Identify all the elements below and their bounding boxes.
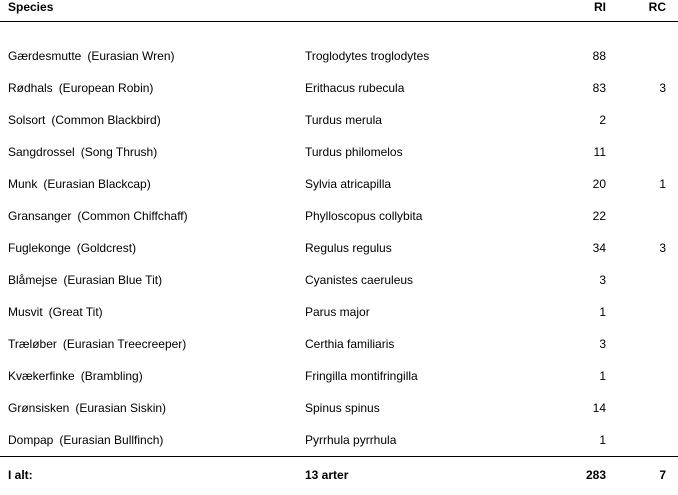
english-name: (Common Chiffchaff) xyxy=(77,209,188,223)
rc-value xyxy=(618,264,678,296)
danish-name: Musvit xyxy=(8,305,43,319)
table-row xyxy=(0,360,678,392)
latin-name: Sylvia atricapilla xyxy=(305,177,392,191)
ri-value: 1 xyxy=(599,433,606,447)
species-name-danish-cell xyxy=(0,328,305,360)
table-row xyxy=(0,168,678,200)
danish-name: Munk xyxy=(8,177,38,191)
table-row xyxy=(0,72,678,104)
rc-value xyxy=(618,328,678,360)
english-name: (Eurasian Treecreeper) xyxy=(62,337,187,351)
english-name: (Song Thrush) xyxy=(80,145,158,159)
total-species-count: 13 arter xyxy=(305,468,349,482)
column-header-latin xyxy=(305,0,550,20)
english-name: (Eurasian Bullfinch) xyxy=(59,433,164,447)
species-name-danish-cell xyxy=(0,200,305,232)
danish-name: Dompap xyxy=(8,433,54,447)
latin-name: Spinus spinus xyxy=(305,401,380,415)
latin-name: Phylloscopus collybita xyxy=(305,209,423,223)
latin-name: Pyrrhula pyrrhula xyxy=(305,433,397,447)
danish-name: Sangdrossel xyxy=(8,145,75,159)
danish-name: Solsort xyxy=(8,113,46,127)
latin-name: Regulus regulus xyxy=(305,241,392,255)
danish-name: Træløber xyxy=(8,337,57,351)
english-name: (Common Blackbird) xyxy=(51,113,161,127)
english-name: (Eurasian Wren) xyxy=(87,49,175,63)
species-name-danish-cell xyxy=(0,72,305,104)
table-row xyxy=(0,296,678,328)
latin-name: Erithacus rubecula xyxy=(305,81,405,95)
table-row xyxy=(0,104,678,136)
ri-value: 1 xyxy=(599,369,606,383)
table-row xyxy=(0,200,678,232)
table-row xyxy=(0,136,678,168)
danish-name: Gærdesmutte xyxy=(8,49,82,63)
table-footer xyxy=(0,457,678,483)
species-name-danish-cell xyxy=(0,136,305,168)
rc-value xyxy=(618,360,678,392)
header-spacer xyxy=(0,22,678,41)
table-row xyxy=(0,40,678,72)
species-name-danish-cell xyxy=(0,104,305,136)
ri-value: 11 xyxy=(593,145,606,159)
latin-name: Cyanistes caeruleus xyxy=(305,273,414,287)
danish-name: Gransanger xyxy=(8,209,72,223)
species-name-danish-cell xyxy=(0,264,305,296)
total-label: I alt: xyxy=(8,468,33,482)
species-name-danish-cell xyxy=(0,296,305,328)
latin-name: Fringilla montifringilla xyxy=(305,369,418,383)
table-row xyxy=(0,264,678,296)
ri-value: 34 xyxy=(592,241,606,255)
species-name-danish-cell xyxy=(0,424,305,457)
total-row xyxy=(0,458,678,482)
latin-name: Turdus merula xyxy=(305,113,382,127)
danish-name: Rødhals xyxy=(8,81,53,95)
table-row xyxy=(0,424,678,457)
latin-name: Turdus philomelos xyxy=(305,145,403,159)
ri-value: 1 xyxy=(599,305,606,319)
species-name-danish-cell xyxy=(0,40,305,72)
ri-value: 83 xyxy=(592,81,606,95)
table-row xyxy=(0,328,678,360)
english-name: (Goldcrest) xyxy=(76,241,137,255)
header-spacer-cell xyxy=(0,22,678,41)
column-header-species: Species xyxy=(8,0,54,14)
table-body xyxy=(0,22,678,457)
ri-value: 3 xyxy=(599,337,606,351)
column-header-rc: RC xyxy=(648,0,666,14)
ri-value: 2 xyxy=(599,113,606,127)
ri-value: 20 xyxy=(592,177,606,191)
header-row xyxy=(0,0,678,20)
total-rc: 7 xyxy=(659,468,666,482)
rc-value xyxy=(618,296,678,328)
species-name-danish-cell xyxy=(0,168,305,200)
rc-value xyxy=(618,200,678,232)
english-name: (Eurasian Siskin) xyxy=(75,401,167,415)
english-name: (Eurasian Blue Tit) xyxy=(63,273,163,287)
species-name-danish-cell xyxy=(0,232,305,264)
table-row xyxy=(0,392,678,424)
rc-value: 3 xyxy=(659,241,666,255)
latin-name: Parus major xyxy=(305,305,370,319)
latin-name: Certhia familiaris xyxy=(305,337,395,351)
table-header xyxy=(0,0,678,22)
danish-name: Fuglekonge xyxy=(8,241,71,255)
english-name: (European Robin) xyxy=(58,81,154,95)
danish-name: Grønsisken xyxy=(8,401,70,415)
table-row xyxy=(0,232,678,264)
column-header-ri: RI xyxy=(594,0,606,14)
rc-value xyxy=(618,40,678,72)
rc-value xyxy=(618,424,678,457)
rc-value: 3 xyxy=(659,81,666,95)
latin-name: Troglodytes troglodytes xyxy=(305,49,430,63)
ri-value: 88 xyxy=(592,49,606,63)
danish-name: Kvækerfinke xyxy=(8,369,75,383)
rc-value xyxy=(618,136,678,168)
ri-value: 14 xyxy=(592,401,606,415)
species-name-danish-cell xyxy=(0,392,305,424)
total-ri: 283 xyxy=(585,468,606,482)
english-name: (Great Tit) xyxy=(48,305,103,319)
rc-value: 1 xyxy=(659,177,666,191)
rc-value xyxy=(618,392,678,424)
ri-value: 22 xyxy=(592,209,606,223)
ri-value: 3 xyxy=(599,273,606,287)
danish-name: Blåmejse xyxy=(8,273,58,287)
english-name: (Brambling) xyxy=(80,369,143,383)
species-name-danish-cell xyxy=(0,360,305,392)
english-name: (Eurasian Blackcap) xyxy=(43,177,151,191)
rc-value xyxy=(618,104,678,136)
